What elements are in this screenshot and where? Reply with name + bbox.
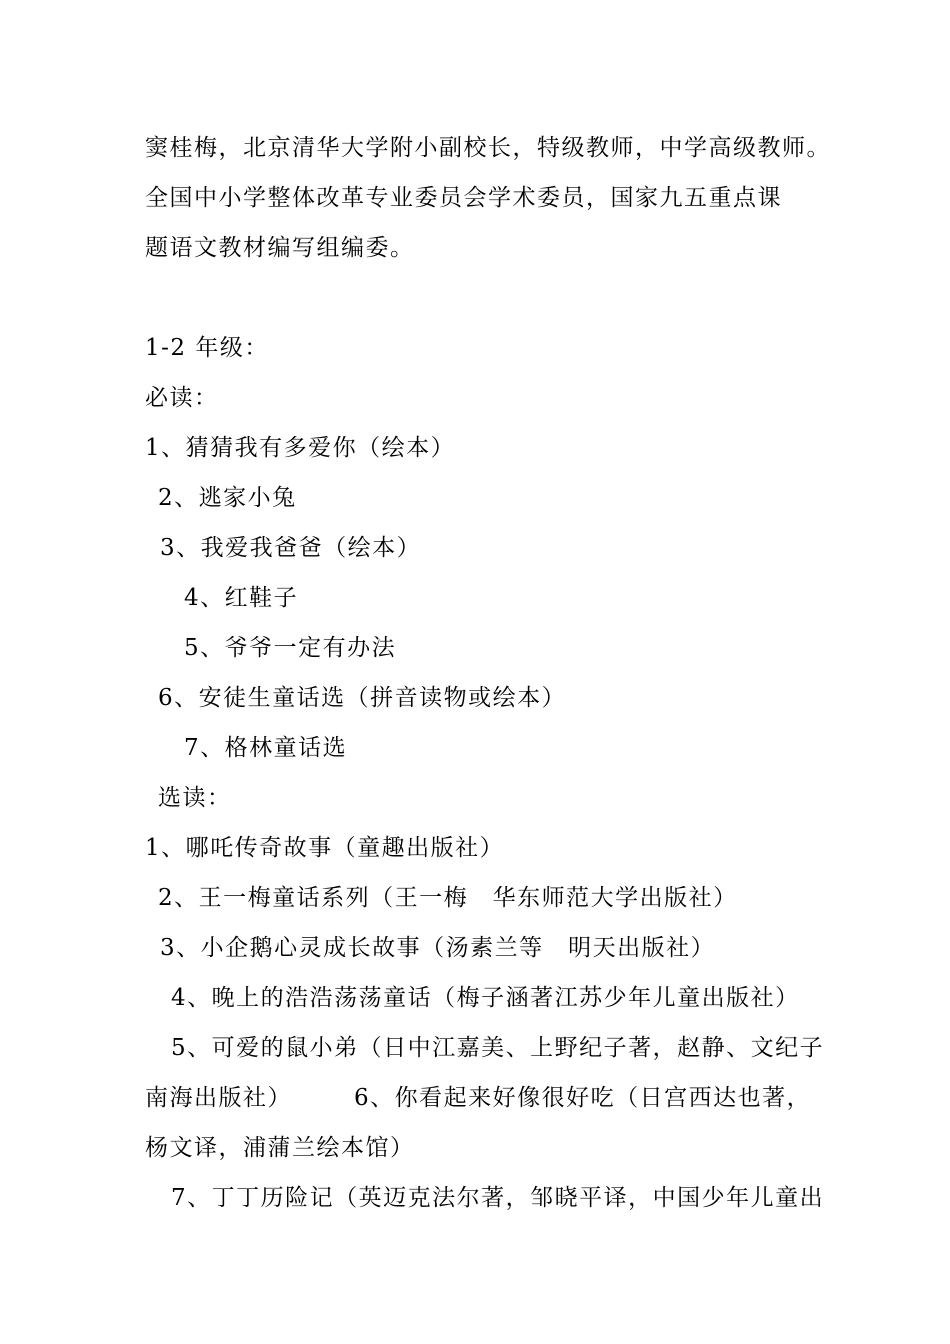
required-item: 1、猜猜我有多爱你（绘本） — [145, 435, 456, 461]
optional-line: 杨文译，浦蒲兰绘本馆） — [145, 1135, 415, 1161]
intro-line-3: 题语文教材编写组编委。 — [145, 235, 415, 261]
required-item: 7、格林童话选 — [184, 735, 348, 761]
required-item: 5、爷爷一定有办法 — [184, 635, 397, 661]
optional-line: 4、晚上的浩浩荡荡童话（梅子涵著江苏少年儿童出版社） — [171, 985, 800, 1011]
optional-line: 7、丁丁历险记（英迈克法尔著，邹晓平译，中国少年儿童出 — [171, 1185, 825, 1211]
required-item: 6、安徒生童话选（拼音读物或绘本） — [158, 685, 567, 711]
required-item: 2、逃家小兔 — [158, 485, 297, 511]
optional-line: 南海出版社） 6、你看起来好像很好吃（日宫西达也著， — [145, 1085, 812, 1111]
intro-line-2: 全国中小学整体改革专业委员会学术委员，国家九五重点课 — [145, 185, 782, 211]
required-item: 4、红鞋子 — [184, 585, 299, 611]
optional-line: 1、哪吒传奇故事（童趣出版社） — [145, 835, 505, 861]
optional-heading: 选读： — [158, 785, 232, 811]
intro-line-1: 窦桂梅，北京清华大学附小副校长，特级教师，中学高级教师。 — [145, 135, 831, 161]
optional-line: 3、小企鹅心灵成长故事（汤素兰等 明天出版社） — [160, 935, 716, 961]
optional-line: 5、可爱的鼠小弟（日中江嘉美、上野纪子著，赵静、文纪子 — [171, 1035, 825, 1061]
optional-line: 2、王一梅童话系列（王一梅 华东师范大学出版社） — [158, 885, 738, 911]
required-item: 3、我爱我爸爸（绘本） — [160, 535, 422, 561]
required-heading: 必读： — [145, 385, 219, 411]
grade-heading: 1-2 年级： — [145, 335, 269, 361]
